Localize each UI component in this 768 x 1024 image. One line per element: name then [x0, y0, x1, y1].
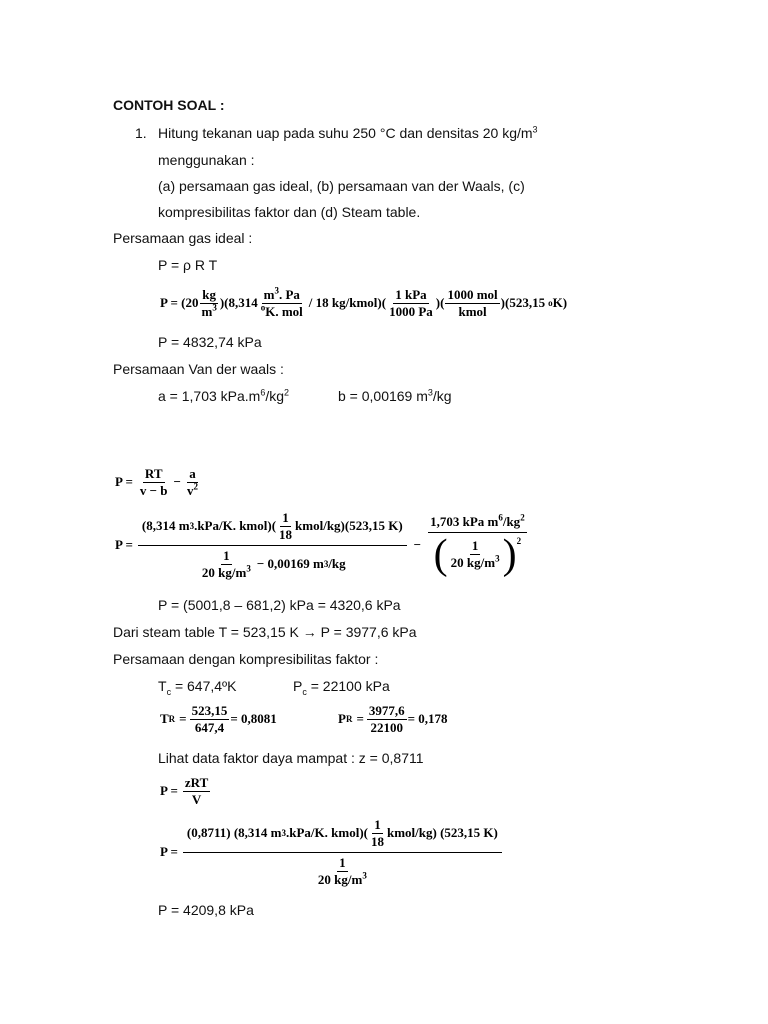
problem-line-3: (a) persamaan gas ideal, (b) persamaan van der Waals, (c) [158, 178, 525, 194]
heading: CONTOH SOAL : [113, 97, 225, 113]
reduced-temperature-equation: T R = $\frac{523,15}{647,4}$ = 0,8081 [160, 702, 277, 735]
kpa-conversion-fraction: $\frac{\text{1 kPa}}{1000 Pa}$ [389, 286, 433, 319]
vdw-main-fraction: (8,314 m 3 .kPa/K. kmol)( $\frac{1}{18}$ kmol/kg)(523,15 K) $\frac{1}{20 kg/m^3}$ − 0,00169 m 3 /kg [138, 511, 407, 580]
reduced-pressure-equation: P R = $\frac{3977,6}{22100}$ = 0,178 [338, 702, 448, 735]
vdw-a-constant: a = 1,703 $kPa.m^6/kg^2$ [158, 387, 290, 404]
z-equation: P = $\frac{\text{zRT}}{V}$ [160, 774, 209, 807]
vdw-b-constant: b = 0,00169 $m^3/kg$ [338, 387, 452, 404]
problem-line-4: kompresibilitas faktor dan (d) Steam table. [158, 204, 421, 220]
gas-constant-fraction: $\frac{m^3. Pa}{^oK. mol}$ [260, 285, 303, 319]
vdw-title: Persamaan Van der waals : [113, 361, 284, 377]
compress-result: P = 4209,8 kPa [158, 902, 254, 918]
steam-table-line: Dari steam table T = 523,15 K → P = 3977,6 kPa [113, 624, 417, 640]
problem-number: 1. [135, 125, 147, 141]
compress-title: Persamaan dengan kompresibilitas faktor : [113, 651, 379, 667]
ideal-gas-equation: P = (20 $\frac{kg}{m^3}$ )(8,314 $\frac{m^3. Pa}{^oK. mol}$ / 18 kg/kmol)( $\frac{\text{1 kPa}}{1000 Pa}$ )( $\frac{\text{1000 mol}}{\text{kmol}}$ )(523,15 o K) [160, 285, 568, 319]
compressibility-factor-line: Lihat data faktor daya mampat : z = 0,8711 [158, 750, 424, 766]
ideal-gas-result: P = 4832,74 kPa [158, 334, 262, 350]
critical-temperature: $T_c$ = 647,4ºK [158, 678, 237, 697]
density-fraction: $\frac{kg}{m^3}$ [201, 286, 217, 319]
z-substituted-equation: P = (0,8711) (8,314 m 3 .kPa/K. kmol)( $\frac{1}{18}$ kmol/kg) (523,15 K) $\frac{1}{20 kg/m^3}$ [160, 815, 503, 889]
ideal-gas-formula: P = ρ R T [158, 257, 218, 273]
z-main-fraction: (0,8711) (8,314 m 3 .kPa/K. kmol)( $\frac{1}{18}$ kmol/kg) (523,15 K) $\frac{1}{20 kg/m^3}$ [183, 818, 502, 887]
mol-conversion-fraction: $\frac{\text{1000 mol}}{\text{kmol}}$ [447, 286, 498, 319]
a-over-v2-fraction: $\frac{a}{v^2}$ [186, 465, 198, 498]
rt-fraction: $\frac{RT}{v - b}$ [139, 465, 168, 498]
problem-line-1: Hitung tekanan uap pada suhu 250 °C dan densitas 20 $kg/m^3$ [158, 124, 538, 141]
problem-line-2: menggunakan : [158, 152, 255, 168]
vdw-substituted-equation: P = (8,314 m 3 .kPa/K. kmol)( $\frac{1}{18}$ kmol/kg)(523,15 K) $\frac{1}{20 kg/m^3}$ − 0,00169 m 3 /kg − 1,703 kPa $m^6/kg^2$ ( $\frac{1}{20 kg/m^3}$ ) $^2$ [115, 509, 525, 580]
vdw-result: P = (5001,8 – 681,2) kPa = 4320,6 kPa [158, 597, 401, 613]
ideal-gas-title: Persamaan gas ideal : [113, 230, 253, 246]
critical-pressure: $P_c = 22100$ kPa [293, 678, 390, 697]
vdw-equation: P = $\frac{RT}{v - b}$ − $\frac{a}{v^2}$ [115, 465, 198, 498]
vdw-a-fraction: 1,703 kPa $m^6/kg^2$ ( $\frac{1}{20 kg/m^3}$ ) $^2$ [430, 512, 525, 578]
